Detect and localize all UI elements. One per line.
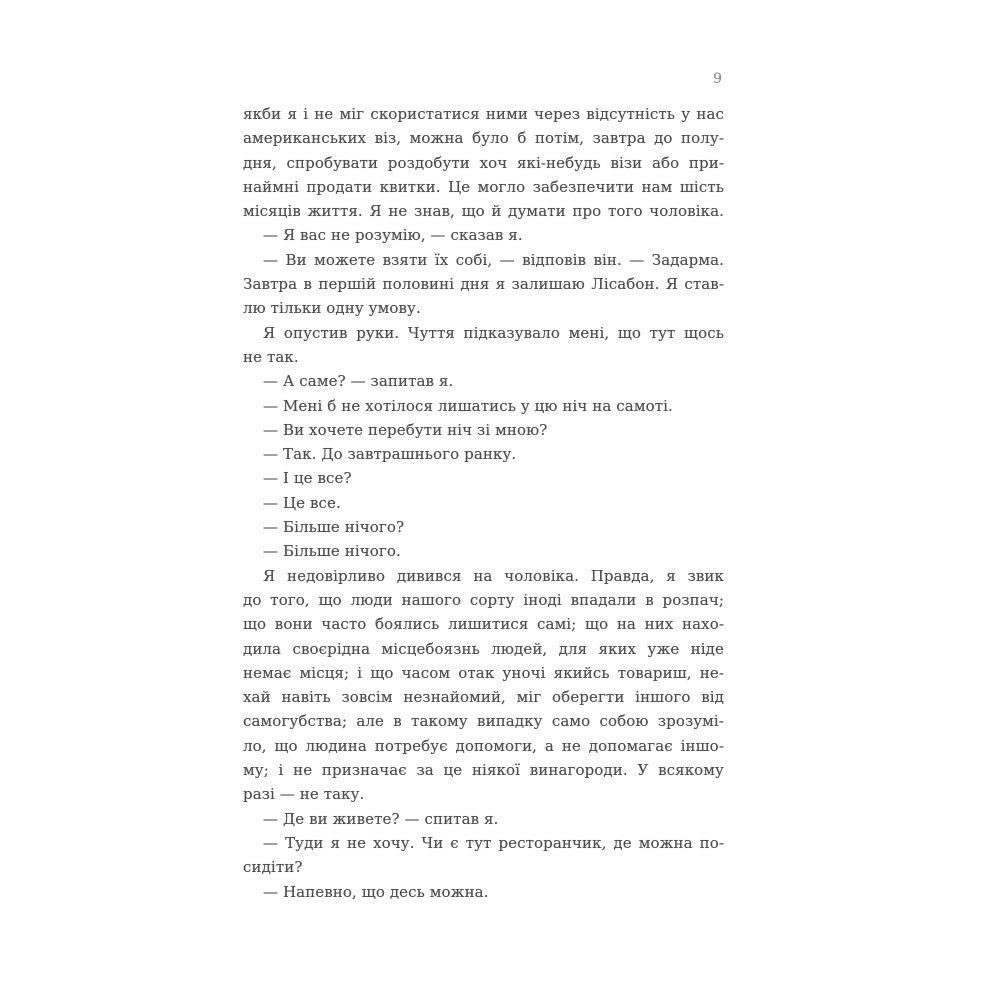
text-line: наймні продати квитки. Це могло забезпечити нам шість [243,177,724,196]
text-line: разі — не таку. [243,785,365,804]
text-line: що вони часто боялись лишитися самі; що на них нахо- [243,615,724,634]
text-line: — Так. До завтрашнього ранку. [263,445,517,464]
text-line: дила своєрідна місцебоязнь людей, для яких уже ніде [243,639,724,658]
text-line: місяців життя. Я не знав, що й думати про того чоловіка. [243,202,724,221]
text-line: сидіти? [243,858,303,877]
text-line: самогубства; але в такому випадку само собою зрозумі- [243,712,724,731]
page-number: 9 [713,71,722,87]
text-line: якби я і не міг скористатися ними через відсутність у нас [243,105,724,123]
text-line: Завтра в першій половині дня я залишаю Лісабон. Я став- [243,275,724,294]
text-line: хай навіть зовсім незнайомий, міг оберегти іншого від [243,688,724,707]
text-line: ло, що людина потребує допомоги, а не допомагає іншо- [243,736,724,755]
text-line: — І це все? [263,469,352,488]
text-line: до того, що люди нашого сорту іноді впадали в розпач; [243,590,724,609]
text-line: немає місця; і що часом отак уночі якийсь товариш, не- [243,663,724,682]
text-line: му; і не призначає за це ніякої винагороди. У всякому [243,761,724,780]
text-line: — А саме? — запитав я. [263,372,454,391]
text-line: дня, спробувати роздобути хоч які-небудь візи або при- [243,153,724,172]
text-line: Я недовірливо дивився на чоловіка. Правда, я звик [263,566,724,585]
text-line: не так. [243,347,299,366]
text-line: — Це все. [263,493,341,512]
text-line: — Туди я не хочу. Чи є тут ресторанчик, де можна по- [263,833,724,852]
text-line: — Ви можете взяти їх собі, — відповів він. — Задарма. [263,250,724,269]
text-line: — Де ви живете? — спитав я. [263,809,499,828]
text-line: — Напевно, що десь можна. [263,882,489,901]
text-block [243,102,724,904]
text-line: лю тільки одну умову. [243,299,421,318]
text-line: — Я вас не розумію, — сказав я. [263,226,523,245]
text-line: — Ви хочете перебути ніч зі мною? [263,420,548,439]
text-line: Я опустив руки. Чуття підказувало мені, що тут щось [263,323,724,342]
text-line: — Мені б не хотілося лишатись у цю ніч на самоті. [263,396,673,415]
text-line: — Більше нічого. [263,542,401,561]
text-line: американських віз, можна було б потім, завтра до полу- [243,129,724,148]
text-line: — Більше нічого? [263,518,405,537]
